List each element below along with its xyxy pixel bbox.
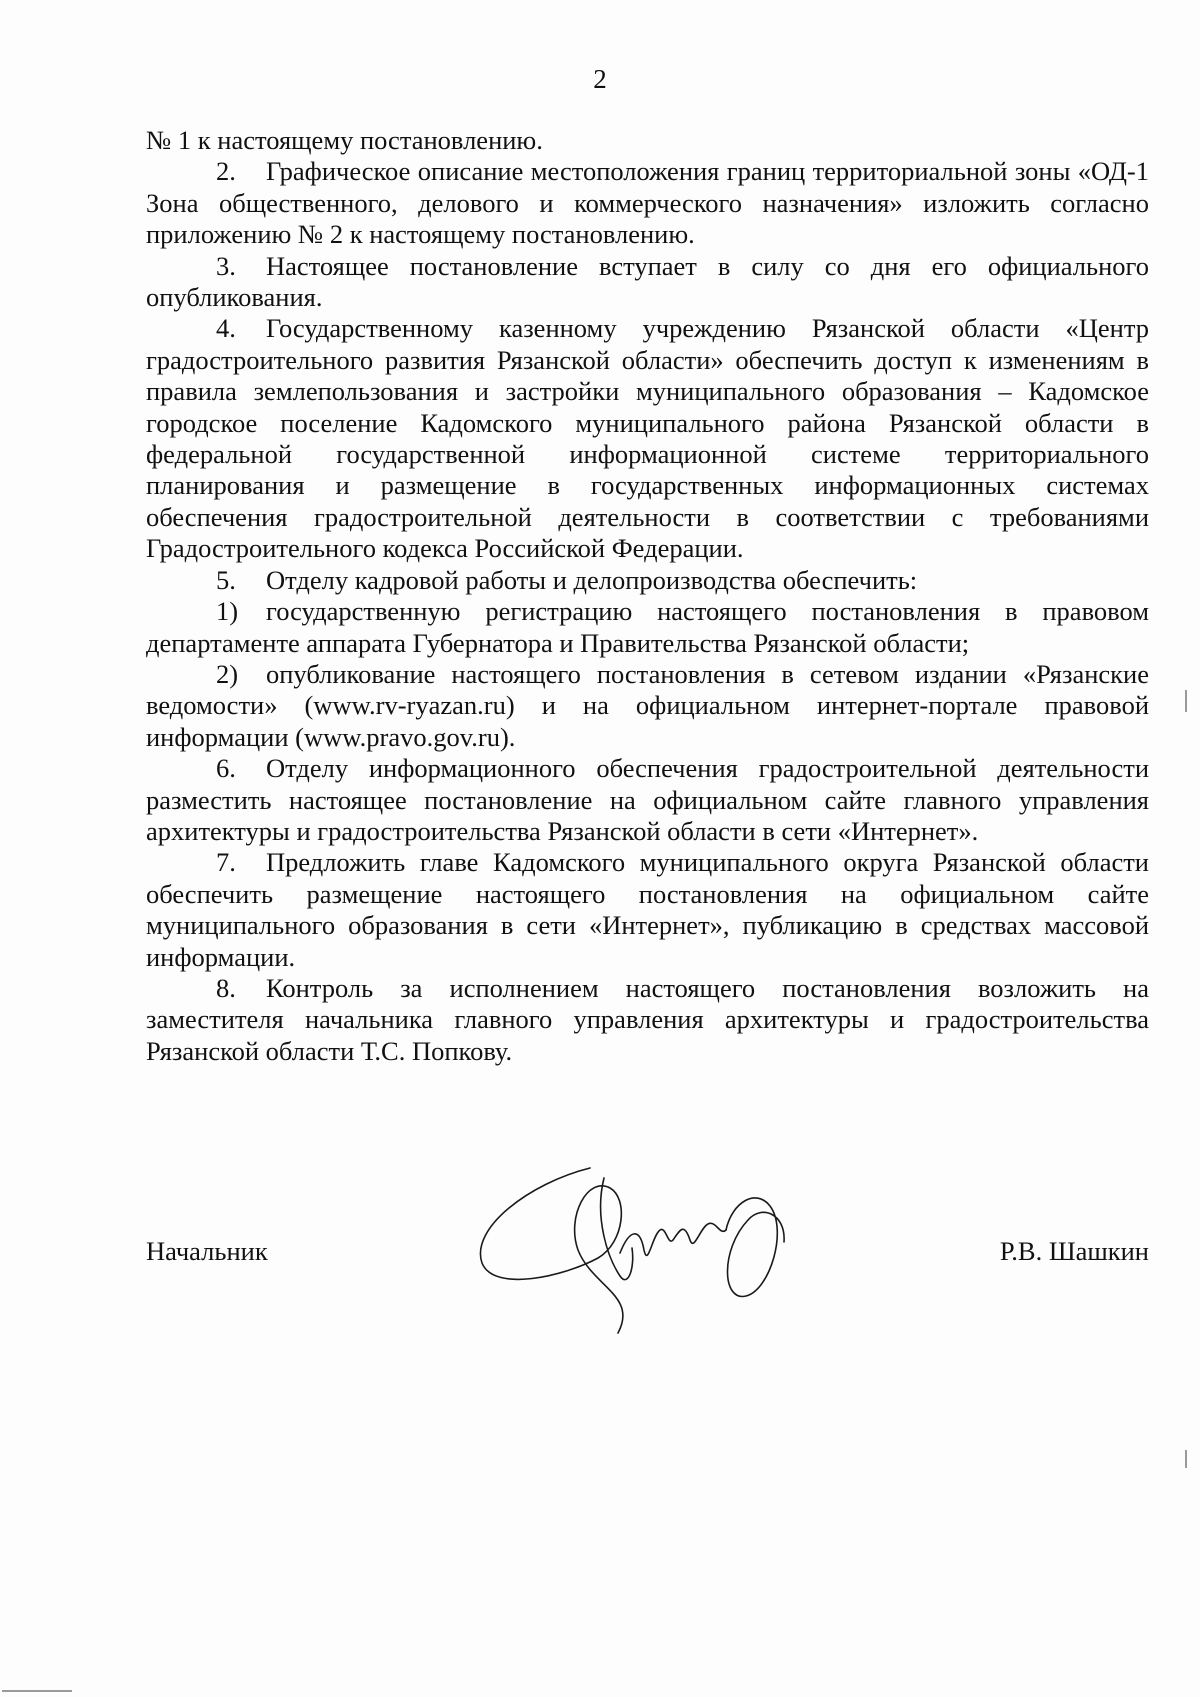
paragraph-number: 1) [216, 596, 239, 627]
paragraph-text: Настоящее постановление вступает в силу со дня его официального опубликования. [146, 250, 1149, 313]
scan-edge-mark [1185, 690, 1187, 712]
subparagraph-1 [146, 596, 1149, 659]
paragraph-text: опубликование настоящего постановления в сетевом издании «Рязанские ведомости» (www.rv-ryazan.ru) и на официальном интернет-портале правовой информации (www.pravo.gov.ru). [146, 658, 1149, 752]
paragraph-text: Отделу информационного обеспечения градостроительной деятельности разместить настоящее постановление на официальном сайте главного управления архитектуры и градостроительства Рязанской области в сети «Интернет». [146, 753, 1149, 846]
paragraph-8 [146, 973, 1149, 1067]
page-number: 2 [593, 64, 607, 94]
paragraph-6 [146, 753, 1149, 847]
paragraph-text: Отделу кадровой работы и делопроизводства обеспечить: [266, 564, 918, 595]
paragraph-text: Предложить главе Кадомского муниципального округа Рязанской области обеспечить размещение настоящего постановления на официальном сайте муниципального образования в сети «Интернет», публикацию в средствах массовой информации. [146, 847, 1149, 972]
paragraph-continuation [146, 125, 1149, 156]
paragraph-text: Графическое описание местоположения границ территориальной зоны «ОД-1 Зона общественного, делового и коммерческого назначения» изложить согласно приложению № 2 к настоящему постановлению. [146, 156, 1149, 250]
paragraph-number: 2. [216, 156, 236, 187]
paragraph-text: Государственному казенному учреждению Рязанской области «Центр градостроительного развития Рязанской области» обеспечить доступ к изменениям в правила землепользования и застройки муниципального образования – Кадомское городское поселение Кадомского муниципального района Рязанской области в федеральной государственной информационной системе территориального планирования и размещение в государственных информационных системах обеспечения градостроительной деятельности в соответствии с требованиями Градостроительного кодекса Российской Федерации. [146, 313, 1149, 564]
handwritten-signature [470, 1158, 810, 1338]
paragraph-4 [146, 313, 1149, 564]
paragraph-number: 4. [216, 313, 236, 344]
scan-edge-mark [2, 1690, 72, 1692]
paragraph-number: 6. [216, 753, 236, 784]
paragraph-number: 8. [216, 972, 236, 1003]
paragraph-text: государственную регистрацию настоящего постановления в правовом департаменте аппарата Губернатора и Правительства Рязанской области; [146, 596, 1149, 658]
document-body [146, 125, 1149, 1067]
paragraph-text: № 1 к настоящему постановлению. [146, 125, 543, 155]
paragraph-3 [146, 251, 1149, 314]
scan-edge-mark [1185, 1450, 1187, 1468]
signer-title: Начальник [146, 1236, 268, 1266]
paragraph-number: 5. [216, 564, 236, 595]
paragraph-number: 3. [216, 250, 236, 281]
paragraph-5 [146, 565, 1149, 596]
subparagraph-2 [146, 659, 1149, 753]
paragraph-7 [146, 847, 1149, 973]
paragraph-2 [146, 156, 1149, 250]
paragraph-text: Контроль за исполнением настоящего постановления возложить на заместителя начальника главного управления архитектуры и градостроительства Рязанской области Т.С. Попкову. [146, 972, 1149, 1066]
paragraph-number: 2) [216, 658, 239, 689]
paragraph-number: 7. [216, 847, 236, 878]
signer-name: Р.В. Шашкин [999, 1236, 1149, 1266]
